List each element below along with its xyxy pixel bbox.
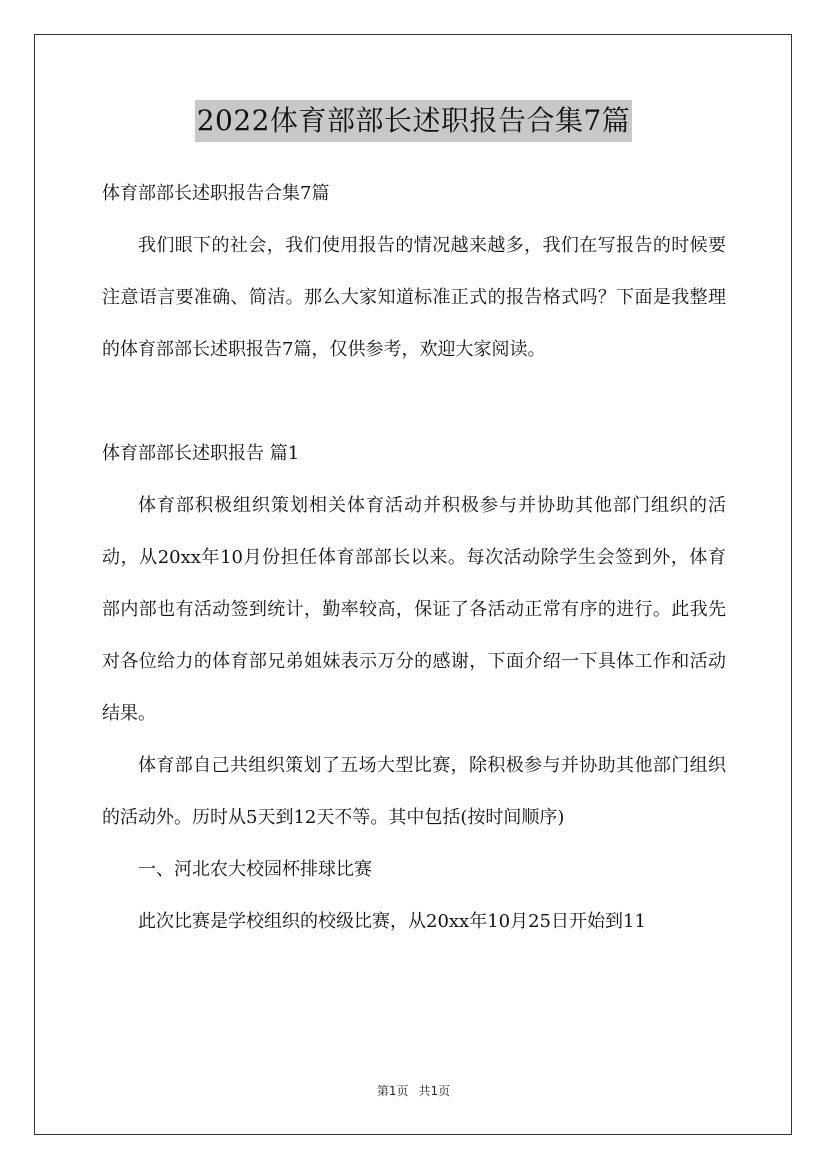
document-title: 2022体育部部长述职报告合集7篇 [195,100,633,142]
body-paragraph-3: 此次比赛是学校组织的校级比赛，从20xx年10月25日开始到11 [138,911,646,932]
page-number: 第1页 [376,1084,409,1098]
section-heading: 体育部部长述职报告 篇1 [102,443,300,464]
body-paragraph-1: 体育部积极组织策划相关体育活动并积极参与并协助其他部门组织的活动，从20xx年10月份担任体育部部长以来。每次活动除学生会签到外，体育部内部也有活动签到统计，勤率较高，保证了各活动正常有序的进行。此我先对各位给力的体育部兄弟姐妹表示万分的感谢，下面介绍一下具体工作和活动结果。 [102,495,726,724]
page-total: 共1页 [418,1084,451,1098]
title-container [0,100,827,142]
page-footer [0,1082,827,1099]
document-subtitle: 体育部部长述职报告合集7篇 [102,183,330,204]
section-gap [102,376,726,428]
body-paragraph-2: 体育部自己共组织策划了五场大型比赛，除积极参与并协助其他部门组织的活动外。历时从5天到12天不等。其中包括(按时间顺序) [102,755,726,828]
document-body [102,168,726,948]
list-heading-1: 一、河北农大校园杯排球比赛 [138,859,372,880]
intro-paragraph: 我们眼下的社会，我们使用报告的情况越来越多，我们在写报告的时候要注意语言要准确、简洁。那么大家知道标准正式的报告格式吗？下面是我整理的体育部部长述职报告7篇，仅供参考，欢迎大家阅读。 [102,235,726,360]
